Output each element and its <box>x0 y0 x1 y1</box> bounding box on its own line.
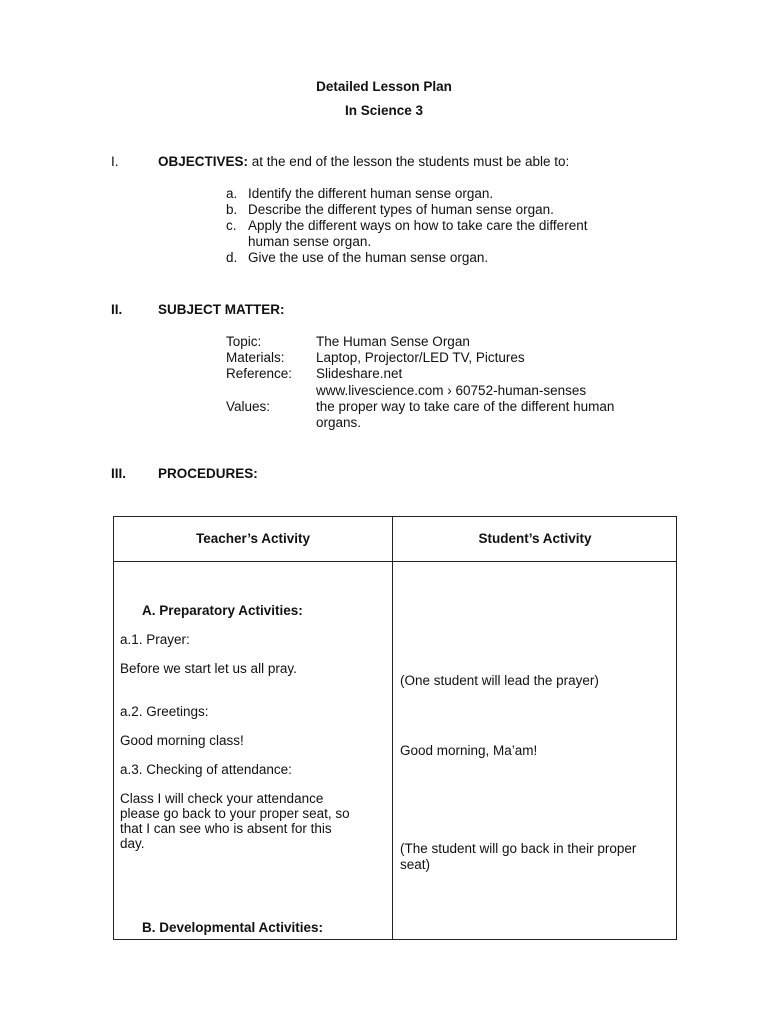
greetings-student-text: Good morning, Ma’am! <box>400 743 538 758</box>
attendance-teacher-line: Class I will check your attendance <box>120 791 324 806</box>
reference-label: Reference: <box>226 366 293 381</box>
materials-label: Materials: <box>226 350 285 365</box>
reference-value: Slideshare.net <box>316 366 403 381</box>
attendance-teacher-line: please go back to your proper seat, so <box>120 806 350 821</box>
objective-item-marker: d. <box>226 250 238 265</box>
subject-matter-number: II. <box>111 302 123 317</box>
teacher-activity-header: Teacher’s Activity <box>195 531 311 546</box>
prayer-label: a.1. Prayer: <box>120 632 190 647</box>
prayer-student-text: (One student will lead the prayer) <box>400 673 599 688</box>
objectives-line <box>158 154 569 169</box>
objective-item-text: Apply the different ways on how to take care the different <box>248 218 588 233</box>
topic-value: The Human Sense Organ <box>316 334 470 349</box>
values-label: Values: <box>226 399 271 414</box>
values-value-continued: organs. <box>316 415 362 430</box>
attendance-teacher-line: day. <box>120 836 145 851</box>
materials-value: Laptop, Projector/LED TV, Pictures <box>316 350 525 365</box>
topic-label: Topic: <box>226 334 262 349</box>
objective-item-text-continued: human sense organ. <box>248 234 372 249</box>
procedures-table <box>113 516 677 940</box>
values-value: the proper way to take care of the different human <box>316 399 615 414</box>
greetings-teacher-text: Good morning class! <box>120 733 244 748</box>
objectives-intro: at the end of the lesson the students must be able to: <box>248 154 570 169</box>
procedures-number: III. <box>111 466 127 481</box>
document-title: Detailed Lesson Plan <box>316 79 452 94</box>
objectives-number: I. <box>111 154 119 169</box>
attendance-label: a.3. Checking of attendance: <box>120 762 292 777</box>
prayer-teacher-text: Before we start let us all pray. <box>120 661 297 676</box>
greetings-label: a.2. Greetings: <box>120 704 209 719</box>
subject-matter-heading: SUBJECT MATTER: <box>158 302 285 317</box>
objective-item-marker: b. <box>226 202 238 217</box>
objective-item-text: Describe the different types of human sense organ. <box>248 202 554 217</box>
attendance-student-line: (The student will go back in their proper <box>400 841 637 856</box>
preparatory-activities-heading: A. Preparatory Activities: <box>142 603 303 618</box>
document-subtitle: In Science 3 <box>344 103 424 118</box>
objectives-heading: OBJECTIVES: <box>158 154 249 169</box>
student-activity-header: Student’s Activity <box>478 531 592 546</box>
attendance-teacher-text <box>120 791 350 851</box>
attendance-teacher-line: that I can see who is absent for this <box>120 821 332 836</box>
objective-item-marker: a. <box>226 186 238 201</box>
table-column-divider <box>392 517 393 939</box>
objective-item-text: Give the use of the human sense organ. <box>248 250 489 265</box>
developmental-activities-heading: B. Developmental Activities: <box>142 920 324 935</box>
attendance-student-line: seat) <box>400 857 431 872</box>
attendance-student-text <box>400 841 636 873</box>
objective-item-marker: c. <box>226 218 237 233</box>
objective-item-text: Identify the different human sense organ. <box>248 186 494 201</box>
reference-value-url: www.livescience.com › 60752-human-senses <box>316 383 587 398</box>
table-header-divider <box>114 561 676 562</box>
procedures-heading: PROCEDURES: <box>158 466 258 481</box>
